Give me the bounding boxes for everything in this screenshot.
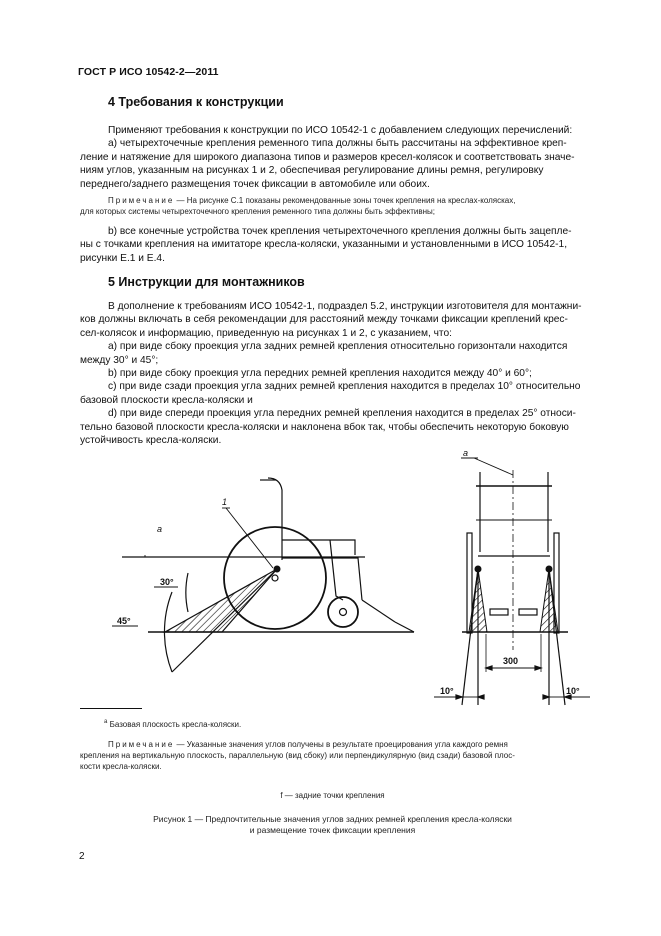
item-4a-line-1: а) четырехточечные крепления ременного типа должны быть рассчитаны на эффективное креп- — [108, 138, 567, 150]
leg-support — [362, 600, 395, 622]
caster-hub — [340, 609, 347, 616]
angle-30-arc — [186, 573, 188, 612]
footnote-marker: a — [104, 719, 108, 725]
s5-item-d-1: d) при виде спереди проекция угла передних ремней крепления находится в пределах 25° относи- — [108, 408, 576, 420]
figure-caption — [80, 814, 585, 836]
s5-intro-2: ков должны включать в себя рекомендации для расстояний между точками фиксации креплений крес- — [80, 314, 568, 326]
side-view — [112, 478, 414, 672]
footnote — [104, 717, 241, 730]
section-5-title: 5 Инструкции для монтажников — [108, 275, 305, 289]
figure-note-line-1: — Указанные значения углов получены в результате проецирования угла каждого ремня — [174, 740, 508, 749]
footrest-left — [490, 609, 508, 615]
note-text-1: — На рисунке С.1 показаны рекомендованные зоны точек крепления на креслах-колясках, — [174, 196, 516, 205]
item-4a-line-3: ниям углов, указанным на рисунках 1 и 2, обеспечивая регулирование длины ремня, регулировку — [80, 165, 544, 177]
s5-item-b: b) при виде сбоку проекция угла передних ремней крепления находится между 40° и 60°; — [108, 368, 532, 380]
item-4a-line-4: переднего/заднего размещения точек фиксации в автомобиле или обоих. — [80, 178, 430, 190]
wheel-hub — [272, 575, 278, 581]
rear-label-left-10: 10° — [440, 686, 454, 696]
figure-legend: f — задние точки крепления — [280, 791, 385, 800]
section-4-intro: Применяют требования к конструкции по ИСО 10542-1 с добавлением следующих перечислений: — [108, 125, 573, 136]
figure-note-line-3: кости кресла-коляски. — [80, 762, 162, 771]
s5-item-a-2: между 30° и 45°; — [80, 354, 159, 366]
s5-item-c-1: с) при виде сзади проекция угла задних ремней крепления находится в пределах 10° относительно — [108, 381, 581, 393]
rear-label-300: 300 — [503, 656, 519, 666]
rear-strap-zone — [165, 569, 277, 632]
note-text-2: для которых системы четырехточечного крепления ременного типа должны быть эффективны; — [80, 207, 435, 216]
figure-note-line-2: крепления на вертикальную плоскость, параллельную (вид сбоку) или перпендикулярную (вид сзади) базовой плос- — [80, 751, 515, 760]
caption-line-1: Рисунок 1 — Предпочтительные значения углов задних ремней крепления кресла-коляски — [153, 814, 512, 824]
side-label-30: 30° — [160, 577, 174, 587]
section-4-title: 4 Требования к конструкции — [108, 95, 284, 109]
side-label-1: 1 — [222, 497, 228, 507]
seat-frame — [282, 558, 362, 600]
item-4b-line-2: ны с точками крепления на имитаторе кресла-коляски, указанными и установленными в ИСО 10542-1, — [80, 239, 568, 251]
front-leg — [330, 540, 343, 600]
side-label-45: 45° — [117, 616, 131, 626]
caption-line-2: и размещение точек фиксации крепления — [249, 825, 416, 835]
right-strap-line — [549, 569, 565, 705]
figure-1-drawing — [0, 440, 661, 710]
rear-label-right-10: 10° — [566, 686, 580, 696]
rear-label-a: a — [463, 448, 469, 458]
footrest-right — [519, 609, 537, 615]
s5-item-a-1: а) при виде сбоку проекция угла задних ремней крепления относительно горизонтали находится — [108, 341, 568, 353]
s5-intro-1: В дополнение к требованиям ИСО 10542-1, подраздел 5.2, инструкции изготовителя для монтажни- — [108, 301, 582, 312]
page-number: 2 — [79, 851, 85, 862]
figure-note-label: Примечание — [108, 740, 175, 749]
item-4a-line-2: ление и натяжение для широкого диапазона типов и размеров кресел-колясок и соответствовать значе- — [80, 151, 575, 163]
document-header: ГОСТ Р ИСО 10542-2—2011 — [78, 66, 219, 78]
left-strap-line — [462, 569, 478, 705]
caster-wheel — [328, 597, 358, 627]
rear-view — [434, 458, 590, 705]
section-4-body — [80, 124, 585, 191]
label-1-leader — [226, 508, 273, 568]
section-5-body — [80, 300, 585, 447]
note-label: Примечание — [108, 196, 175, 205]
item-4b-line-3: рисунки Е.1 и Е.4. — [80, 252, 165, 264]
figure-note — [80, 739, 585, 772]
s5-intro-3: сел-колясок и информацию, приведенную на рисунках 1 и 2, с указанием, что: — [80, 327, 452, 339]
s5-item-c-2: базовой плоскости кресла-коляски и — [80, 394, 253, 406]
item-4b-line-1: b) все конечные устройства точек крепления четырехточечного крепления должны быть зацепле- — [108, 226, 572, 237]
large-wheel — [224, 527, 326, 629]
footrest — [395, 622, 414, 632]
section-4-item-b — [80, 225, 585, 265]
footnote-divider — [80, 708, 142, 709]
backrest-frame — [268, 478, 282, 560]
s5-item-d-3: устойчивость кресла-коляски. — [80, 435, 222, 447]
rear-anchor-points — [475, 566, 553, 573]
footnote-text: Базовая плоскость кресла-коляски. — [109, 720, 242, 729]
side-label-a: a — [157, 524, 163, 534]
section-4-note — [80, 195, 585, 217]
s5-item-d-2: тельно базовой плоскости кресла-коляски и наклонена вбок так, чтобы обеспечить некоторую боковую — [80, 421, 569, 433]
side-anchor-point — [274, 566, 281, 573]
